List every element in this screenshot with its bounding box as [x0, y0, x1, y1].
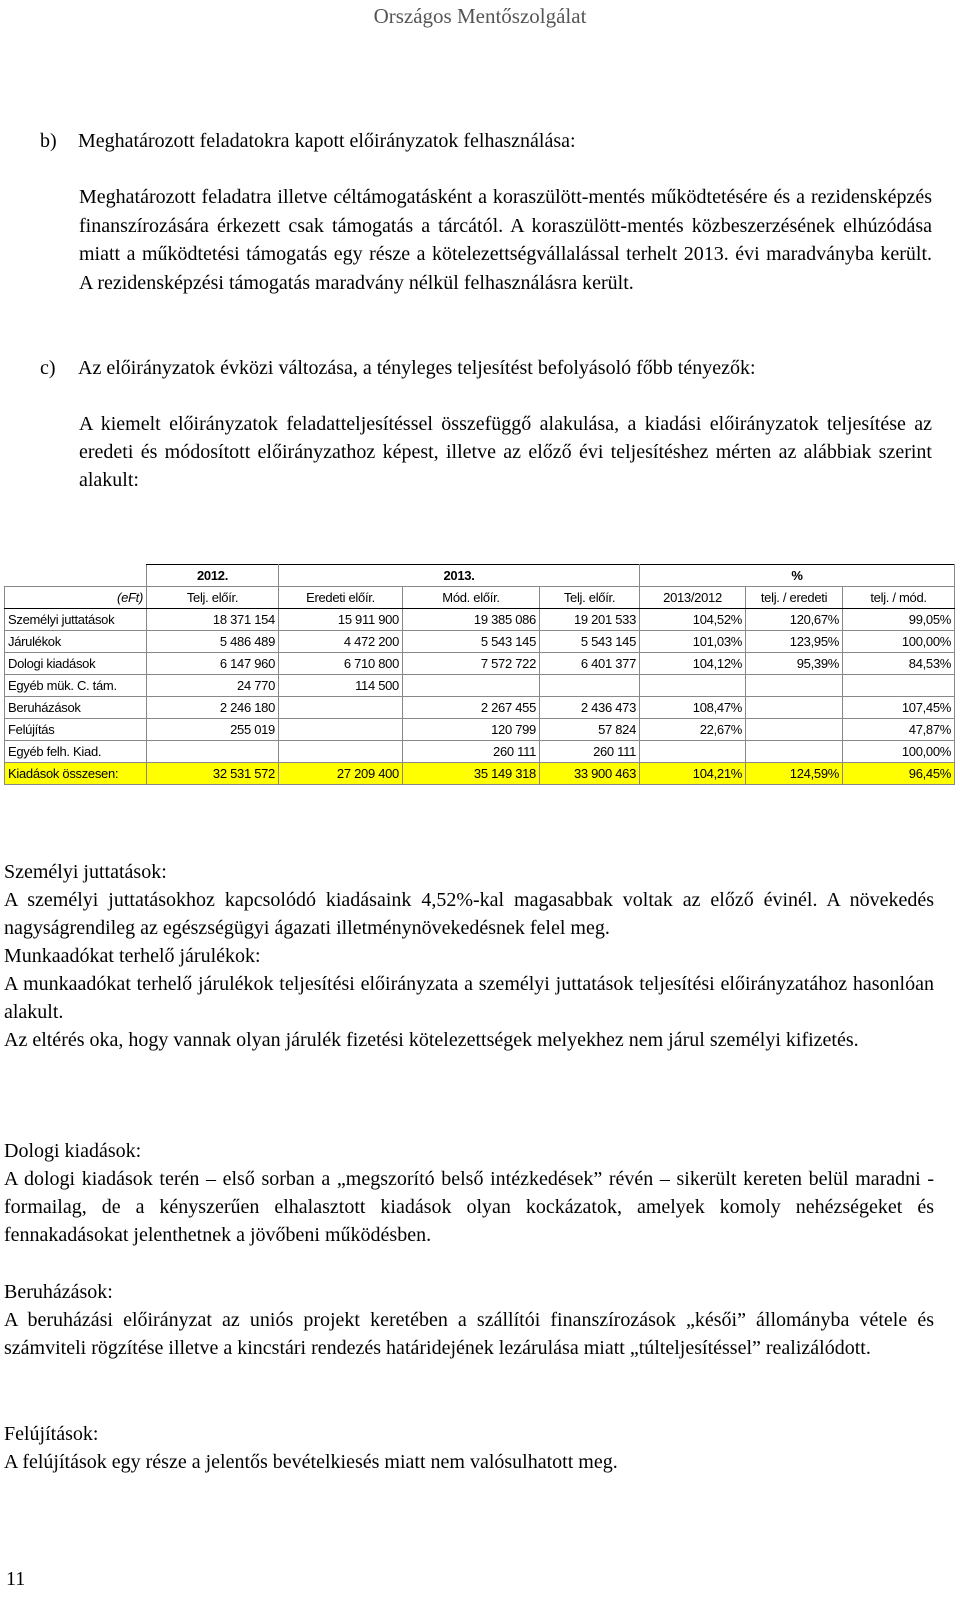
cell: 104,52% — [640, 609, 746, 631]
cell: 101,03% — [640, 631, 746, 653]
cell: 19 201 533 — [540, 609, 640, 631]
cell — [746, 719, 843, 741]
cell: 22,67% — [640, 719, 746, 741]
cell: 6 401 377 — [540, 653, 640, 675]
cell: 5 486 489 — [147, 631, 279, 653]
section-b-heading — [40, 127, 576, 155]
section-c-heading-text: Az előirányzatok évközi változása, a tényleges teljesítést befolyásoló főbb tényezők: — [78, 357, 756, 379]
section-title: Személyi juttatások: — [4, 861, 167, 883]
cell: 6 147 960 — [147, 653, 279, 675]
section-c-heading — [40, 354, 756, 382]
cell — [746, 697, 843, 719]
body-section-szemelyi — [4, 858, 934, 1054]
cell: 120 799 — [403, 719, 540, 741]
cell: 123,95% — [746, 631, 843, 653]
cell: 100,00% — [843, 631, 955, 653]
cell — [403, 675, 540, 697]
cell — [540, 675, 640, 697]
cell: 255 019 — [147, 719, 279, 741]
column-header: telj. / eredeti — [746, 587, 843, 609]
cell: 2 267 455 — [403, 697, 540, 719]
cell: 114 500 — [279, 675, 403, 697]
section-b-heading-text: Meghatározott feladatokra kapott előirányzatok felhasználása: — [78, 130, 576, 152]
cell: 260 111 — [540, 741, 640, 763]
unit-label: (eFt) — [5, 587, 147, 609]
section-title: Felújítások: — [4, 1423, 99, 1445]
section-c-text: A kiemelt előirányzatok feladatteljesítéssel összefüggő alakulása, a kiadási előirányzatok teljesítése az eredeti és módosított előirányzathoz képest, illetve az előző évi teljesítéshez mérten az alábbiak szerint alakult: — [79, 413, 932, 491]
cell — [746, 675, 843, 697]
section-title: Munkaadókat terhelő járulékok: — [4, 945, 261, 967]
cell: 18 371 154 — [147, 609, 279, 631]
cell: 108,47% — [640, 697, 746, 719]
cell — [279, 719, 403, 741]
column-header: Telj. előír. — [540, 587, 640, 609]
cell — [147, 741, 279, 763]
cell: 100,00% — [843, 741, 955, 763]
cell: 2 246 180 — [147, 697, 279, 719]
section-b-text: Meghatározott feladatra illetve céltámogatásként a koraszülött-mentés működtetésére és a rezidensképzés finanszírozására érkezett csak támogatás a tárcától. A koraszülött-mentés közbeszerzésének elhúzódása miatt a működtetési támogatás egy része a kötelezettségvállalással terhelt 2013. évi maradványba került. A rezidensképzési támogatás maradvány nélkül felhasználásra került. — [79, 186, 932, 294]
cell: 6 710 800 — [279, 653, 403, 675]
cell: 4 472 200 — [279, 631, 403, 653]
cell — [279, 697, 403, 719]
cell — [640, 741, 746, 763]
group-header-2013: 2013. — [279, 565, 640, 587]
cell: 107,45% — [843, 697, 955, 719]
row-label: Egyéb felh. Kiad. — [5, 741, 147, 763]
column-header: telj. / mód. — [843, 587, 955, 609]
body-section-felujitas — [4, 1420, 934, 1476]
cell: 33 900 463 — [540, 763, 640, 785]
cell: 24 770 — [147, 675, 279, 697]
cell: 15 911 900 — [279, 609, 403, 631]
cell: 120,67% — [746, 609, 843, 631]
cell: 99,05% — [843, 609, 955, 631]
section-paragraph: A beruházási előirányzat az uniós projekt keretében a szállítói finanszírozások „késői” állományba vétele és számviteli rögzítése illetve a kincstári rendezés határidejének lezárulása miatt „túlteljesítéssel” realizálódott. — [4, 1309, 934, 1359]
group-header-2012: 2012. — [147, 565, 279, 587]
table-row — [5, 631, 955, 653]
column-header: 2013/2012 — [640, 587, 746, 609]
section-title: Dologi kiadások: — [4, 1140, 142, 1162]
section-paragraph: A felújítások egy része a jelentős bevételkiesés miatt nem valósulhatott meg. — [4, 1451, 618, 1473]
table-row — [5, 653, 955, 675]
table-total-row — [5, 763, 955, 785]
row-label: Egyéb mük. C. tám. — [5, 675, 147, 697]
cell — [843, 675, 955, 697]
running-header: Országos Mentőszolgálat — [373, 4, 587, 28]
group-header-percent: % — [640, 565, 955, 587]
cell: 96,45% — [843, 763, 955, 785]
column-header: Mód. előír. — [403, 587, 540, 609]
cell: 47,87% — [843, 719, 955, 741]
section-paragraph: A dologi kiadások terén – első sorban a „megszorító belső intézkedések” révén – sikerült kereten belül maradni - formailag, de a kényszerűen elhalasztott kiadások olyan kockázatok, amelyek komoly nehézségeket és fennakadásokat jelenthetnek a jövőbeni működésben. — [4, 1168, 934, 1246]
cell — [746, 741, 843, 763]
cell — [640, 675, 746, 697]
table-row — [5, 675, 955, 697]
table-row — [5, 719, 955, 741]
section-b-label: b) — [40, 130, 57, 152]
row-label: Dologi kiadások — [5, 653, 147, 675]
cell: 5 543 145 — [403, 631, 540, 653]
cell: 5 543 145 — [540, 631, 640, 653]
section-c-label: c) — [40, 357, 56, 379]
section-paragraph: A személyi juttatásokhoz kapcsolódó kiadásaink 4,52%-kal magasabbak voltak az előző évinél. A növekedés nagyságrendileg az egészségügyi ágazati illetménynövekedésnek felel meg. — [4, 889, 934, 939]
cell: 260 111 — [403, 741, 540, 763]
column-header: Telj. előír. — [147, 587, 279, 609]
cell: 95,39% — [746, 653, 843, 675]
row-label: Személyi juttatások — [5, 609, 147, 631]
cell: 84,53% — [843, 653, 955, 675]
cell: 2 436 473 — [540, 697, 640, 719]
budget-table — [4, 564, 955, 785]
cell: 104,12% — [640, 653, 746, 675]
body-section-beruhazas — [4, 1278, 934, 1362]
cell: 104,21% — [640, 763, 746, 785]
section-paragraph: A munkaadókat terhelő járulékok teljesítési előirányzata a személyi juttatások teljesítési előirányzatához hasonlóan alakult. — [4, 973, 934, 1023]
cell: 124,59% — [746, 763, 843, 785]
row-label: Beruházások — [5, 697, 147, 719]
table-row — [5, 609, 955, 631]
column-header: Eredeti előír. — [279, 587, 403, 609]
row-label: Járulékok — [5, 631, 147, 653]
table-column-header-row — [5, 587, 955, 609]
body-section-dologi — [4, 1137, 934, 1249]
section-title: Beruházások: — [4, 1281, 113, 1303]
section-paragraph: Az eltérés oka, hogy vannak olyan járulék fizetési kötelezettségek melyekhez nem járul személyi kifizetés. — [4, 1029, 859, 1051]
cell: 57 824 — [540, 719, 640, 741]
cell: 35 149 318 — [403, 763, 540, 785]
row-label: Kiadások összesen: — [5, 763, 147, 785]
cell: 7 572 722 — [403, 653, 540, 675]
page-number: 11 — [6, 1568, 26, 1590]
cell — [279, 741, 403, 763]
table-row — [5, 741, 955, 763]
cell: 19 385 086 — [403, 609, 540, 631]
row-label: Felújítás — [5, 719, 147, 741]
cell: 32 531 572 — [147, 763, 279, 785]
table-group-header-row — [5, 565, 955, 587]
cell: 27 209 400 — [279, 763, 403, 785]
table-row — [5, 697, 955, 719]
